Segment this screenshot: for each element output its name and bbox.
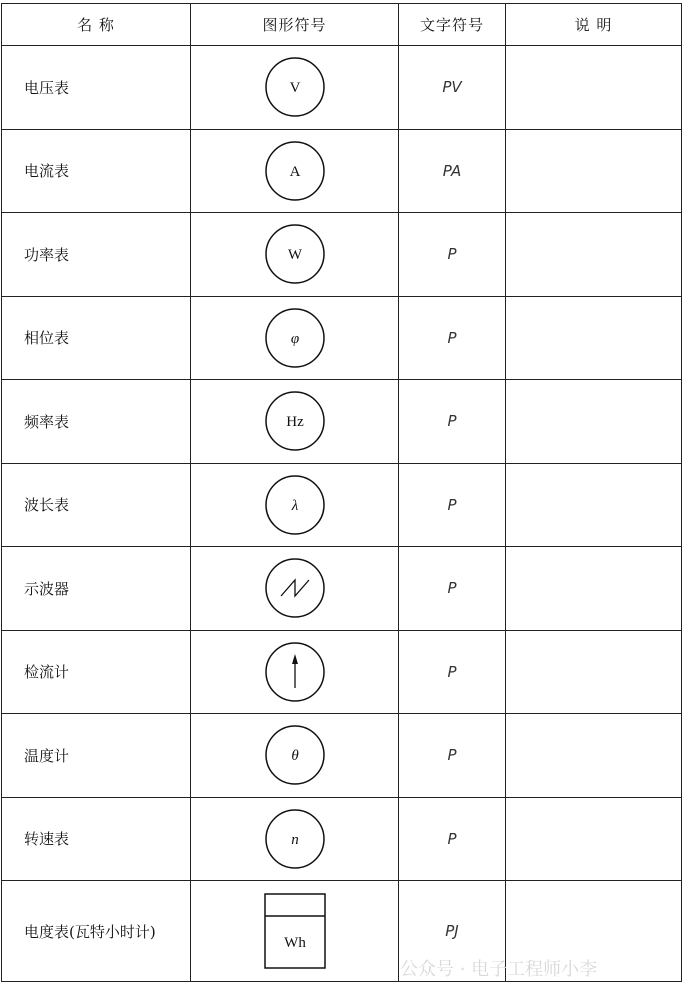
- voltmeter-symbol-icon: [263, 55, 327, 119]
- table-header-row: [2, 4, 682, 46]
- row-symbol: [191, 714, 399, 798]
- row-glyph: V: [289, 80, 300, 97]
- table-row: [2, 547, 682, 631]
- header-name: 名 称: [2, 4, 191, 46]
- wavelength-meter-symbol-icon: [263, 473, 327, 537]
- row-note: [506, 46, 682, 130]
- row-glyph: λ: [291, 497, 298, 514]
- row-note: [506, 380, 682, 464]
- row-name: 相位表: [2, 296, 191, 380]
- thermometer-symbol-icon: [263, 723, 327, 787]
- row-name: 电流表: [2, 129, 191, 213]
- row-name: 温度计: [2, 714, 191, 798]
- row-note: [506, 463, 682, 547]
- row-name: 电压表: [2, 46, 191, 130]
- row-code: PV: [399, 46, 506, 130]
- tachometer-symbol-icon: [263, 807, 327, 871]
- row-symbol: [191, 630, 399, 714]
- table-row: [2, 714, 682, 798]
- row-note: [506, 547, 682, 631]
- row-glyph: Hz: [285, 414, 304, 431]
- table-row: [2, 213, 682, 297]
- row-name: 示波器: [2, 547, 191, 631]
- header-code: 文字符号: [399, 4, 506, 46]
- row-name: 电度表(瓦特小时计): [2, 881, 191, 982]
- wattmeter-symbol-icon: [263, 222, 327, 286]
- row-note: [506, 213, 682, 297]
- row-symbol: [191, 129, 399, 213]
- table-row: [2, 380, 682, 464]
- row-symbol: [191, 296, 399, 380]
- row-symbol: [191, 463, 399, 547]
- row-symbol: [191, 547, 399, 631]
- row-code: P: [399, 213, 506, 297]
- row-symbol: [191, 881, 399, 982]
- row-glyph: φ: [290, 330, 299, 347]
- row-name: 频率表: [2, 380, 191, 464]
- row-glyph: A: [289, 163, 300, 180]
- row-symbol: [191, 380, 399, 464]
- row-symbol: [191, 213, 399, 297]
- phase-meter-symbol-icon: [263, 306, 327, 370]
- row-code: P: [399, 547, 506, 631]
- row-name: 转速表: [2, 797, 191, 881]
- row-code: P: [399, 714, 506, 798]
- oscilloscope-wave-icon: [263, 556, 327, 620]
- row-code: P: [399, 296, 506, 380]
- row-code: P: [399, 630, 506, 714]
- row-code: PJ: [399, 881, 506, 982]
- header-symbol: 图形符号: [191, 4, 399, 46]
- row-name: 检流计: [2, 630, 191, 714]
- row-glyph: n: [290, 831, 299, 848]
- row-symbol: [191, 797, 399, 881]
- table-row: [2, 129, 682, 213]
- row-note: [506, 296, 682, 380]
- row-note: [506, 714, 682, 798]
- row-glyph: W: [287, 247, 302, 264]
- header-note: 说 明: [506, 4, 682, 46]
- watermark: 公众号 · 电子工程师小李: [400, 959, 598, 980]
- table-row: [2, 630, 682, 714]
- row-name: 波长表: [2, 463, 191, 547]
- row-glyph: Wh: [283, 935, 306, 951]
- symbol-table: [1, 3, 682, 982]
- table-row: [2, 46, 682, 130]
- row-glyph: θ: [290, 748, 299, 765]
- watt-hour-meter-symbol-icon: [263, 892, 327, 970]
- row-note: [506, 797, 682, 881]
- table-row: [2, 296, 682, 380]
- table-row: [2, 463, 682, 547]
- row-name: 功率表: [2, 213, 191, 297]
- arrow-up-icon: [263, 640, 327, 704]
- row-note: [506, 129, 682, 213]
- table-row: [2, 797, 682, 881]
- row-code: PA: [399, 129, 506, 213]
- row-note: [506, 630, 682, 714]
- row-code: P: [399, 380, 506, 464]
- frequency-meter-symbol-icon: [263, 389, 327, 453]
- row-code: P: [399, 463, 506, 547]
- row-code: P: [399, 797, 506, 881]
- row-symbol: [191, 46, 399, 130]
- ammeter-symbol-icon: [263, 139, 327, 203]
